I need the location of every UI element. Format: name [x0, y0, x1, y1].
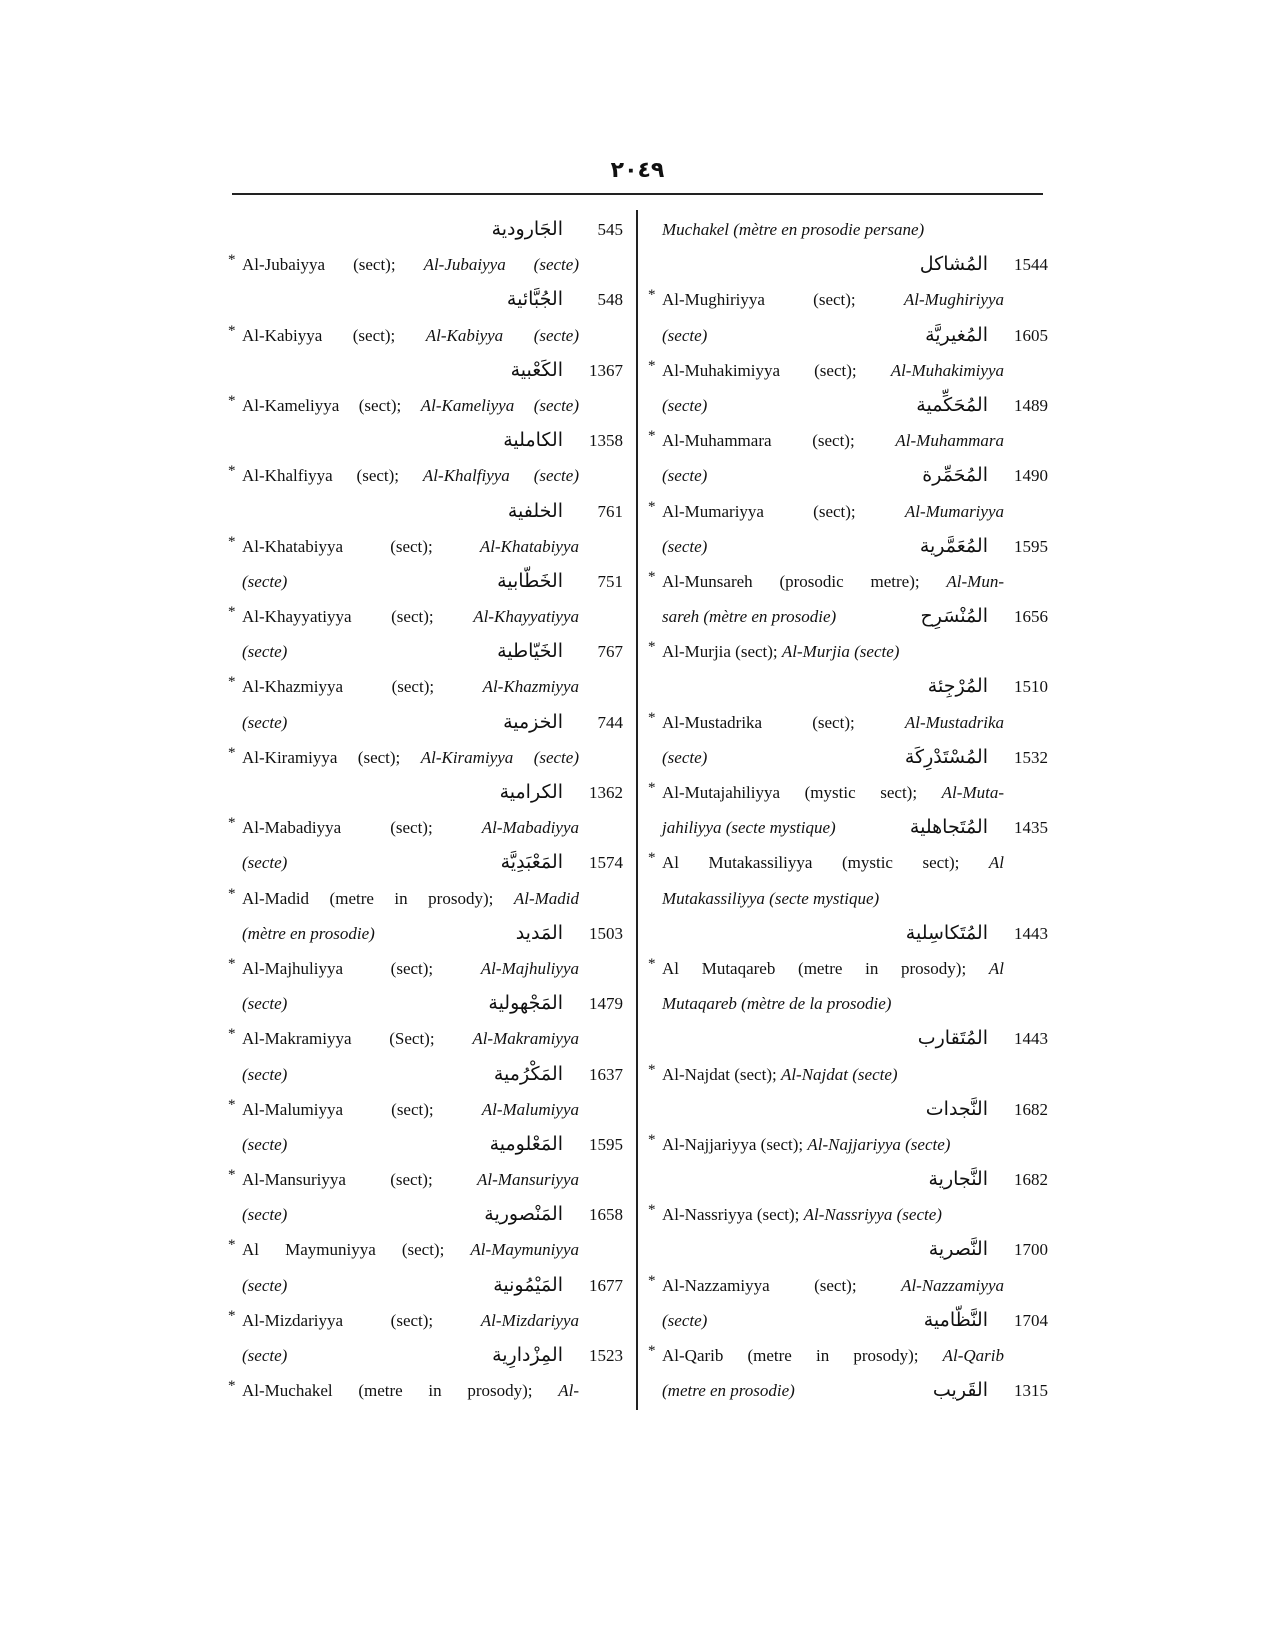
reference-number: 767 [597, 642, 623, 662]
french-note: (secte) [242, 1064, 288, 1084]
entry-text [242, 388, 579, 423]
entry-bullet: * [648, 780, 656, 796]
right-column [648, 212, 1048, 1408]
index-line [228, 634, 623, 669]
english-term: Al-Muhammara (sect); [662, 431, 896, 451]
entry-text [242, 1232, 579, 1267]
index-line [228, 1373, 623, 1408]
index-line [228, 318, 623, 353]
french-note: (mètre en prosodie) [242, 923, 375, 943]
index-line [228, 1232, 623, 1267]
entry-text [662, 951, 1004, 986]
reference-number: 1637 [589, 1064, 623, 1084]
arabic-term: الكَعْبية [510, 358, 563, 381]
arabic-term: المُعَمَّرية [919, 534, 988, 557]
index-line [648, 916, 1048, 951]
entry-text [242, 1373, 579, 1408]
index-line [648, 951, 1048, 986]
index-line [228, 845, 623, 880]
french-term: Al-Khayyatiyya [473, 607, 579, 627]
reference-number: 548 [597, 290, 623, 310]
french-term: Al-Mun- [946, 571, 1004, 591]
arabic-term: الخَيّاطية [497, 640, 563, 663]
entry-bullet: * [228, 1167, 236, 1184]
english-term: Al-Madid (metre in prosody); [242, 888, 514, 908]
arabic-term: القَريب [932, 1379, 988, 1402]
index-line [228, 1162, 623, 1197]
english-term: Al-Mustadrika (sect); [662, 712, 905, 732]
french-term: Al-Mabadiyya [481, 818, 579, 838]
page-number: ٢٠٤٩ [610, 158, 665, 183]
index-line [228, 282, 623, 317]
reference-number: 1682 [1014, 1170, 1048, 1190]
french-term: Al-Makramiyya [472, 1029, 579, 1049]
reference-number: 744 [597, 712, 623, 732]
arabic-term: الجَارودية [491, 218, 563, 240]
arabic-term: المَعْبَدِيَّة [500, 851, 563, 874]
entry-bullet: * [648, 1343, 656, 1359]
french-note: (metre en prosodie) [662, 1381, 795, 1401]
entry-bullet: * [228, 674, 236, 691]
reference-number: 1704 [1014, 1310, 1048, 1330]
arabic-term: المَعْلومية [489, 1132, 563, 1155]
index-line [648, 1162, 1048, 1197]
index-line [648, 705, 1048, 740]
french-term: Al- [558, 1381, 579, 1401]
entry-text [662, 1338, 1004, 1373]
french-term: Al-Kabiyya (secte) [425, 325, 579, 345]
english-term: Al-Mutajahiliyya (mystic sect); [662, 783, 942, 802]
french-note: (secte) [662, 747, 708, 767]
english-term: Al-Khayyatiyya (sect); [242, 607, 474, 627]
arabic-term: المُحَمِّرة [922, 464, 988, 487]
entry-text [242, 458, 579, 493]
entry-bullet: * [648, 568, 656, 585]
index-line [228, 212, 623, 247]
entry-text [662, 282, 1004, 317]
entry-text [242, 1303, 579, 1338]
index-line [228, 1021, 623, 1056]
french-term: Al-Maymuniyya [470, 1240, 579, 1260]
index-line [648, 318, 1048, 353]
entry-text [242, 1021, 579, 1056]
french-term: Al-Najdat (secte) [780, 1064, 898, 1084]
french-note: (secte) [662, 325, 708, 345]
reference-number: 1443 [1014, 923, 1048, 943]
entry-text [242, 951, 579, 986]
french-term: Al-Muhammara [895, 431, 1004, 451]
entry-text [242, 881, 579, 916]
entry-text [662, 845, 1004, 880]
arabic-term: المُنْسَرِح [920, 605, 988, 628]
english-term: Al-Kiramiyya (sect); [242, 747, 421, 767]
entry-text [662, 881, 1004, 916]
english-term: Al-Kameliyya (sect); [242, 395, 421, 415]
index-line [648, 1268, 1048, 1303]
reference-number: 1595 [589, 1134, 623, 1154]
entry-text [662, 353, 1004, 388]
entry-bullet: * [648, 639, 656, 656]
entry-bullet: * [228, 252, 236, 269]
reference-number: 1358 [589, 431, 623, 451]
entry-bullet: * [648, 1061, 656, 1078]
french-term: Al-Madid [513, 888, 579, 908]
reference-number: 1510 [1014, 677, 1048, 697]
french-term: Al-Mumariyya [904, 501, 1004, 521]
arabic-term: المُحَكِّمية [916, 393, 988, 416]
index-line [648, 212, 1048, 247]
entry-bullet: * [228, 885, 236, 902]
french-note: (secte) [242, 1346, 288, 1365]
arabic-term: المُشاكل [919, 253, 988, 276]
reference-number: 1682 [1014, 1099, 1048, 1119]
english-term: Al-Majhuliyya (sect); [242, 958, 481, 978]
arabic-term: الخَطّابية [497, 569, 563, 592]
index-line [228, 1303, 623, 1338]
entry-text [242, 810, 579, 845]
entry-text [662, 423, 1004, 458]
index-line [648, 494, 1048, 529]
english-term: Al-Kabiyya (sect); [242, 325, 426, 345]
reference-number: 1544 [1014, 255, 1048, 275]
french-note: (secte) [242, 853, 288, 873]
french-note: (secte) [242, 994, 288, 1014]
index-line [228, 599, 623, 634]
entry-bullet: * [648, 1272, 656, 1289]
french-term: Muchakel (mètre en prosodie persane) [662, 220, 925, 239]
arabic-term: النَّصرية [928, 1238, 988, 1261]
entry-bullet: * [228, 392, 236, 409]
entry-bullet: * [228, 1096, 236, 1113]
english-term: Al-Muchakel (metre in prosody); [242, 1381, 559, 1401]
entry-bullet: * [228, 322, 236, 339]
french-term: Al-Najjariyya (secte) [807, 1134, 951, 1154]
index-line [648, 810, 1048, 845]
french-term: Al-Nassriyya (secte) [803, 1205, 942, 1225]
reference-number: 751 [597, 571, 623, 591]
french-term: Al-Mughiriyya [903, 290, 1004, 310]
entry-bullet: * [228, 955, 236, 972]
index-line [648, 1197, 1048, 1232]
english-term: Al-Munsareh (prosodic metre); [662, 571, 947, 591]
index-line [228, 1338, 623, 1373]
column-divider [636, 210, 638, 1410]
index-line [648, 986, 1048, 1021]
french-term: Al-Muhakimiyya [890, 360, 1004, 380]
reference-number: 1435 [1014, 818, 1048, 838]
french-term: Al-Muta- [941, 783, 1004, 802]
entry-text [242, 247, 579, 282]
french-term: Al-Khalfiyya (secte) [422, 466, 579, 486]
reference-number: 1605 [1014, 325, 1048, 345]
french-term: Al-Nazzamiyya [901, 1275, 1004, 1295]
index-line [648, 1057, 1048, 1092]
arabic-term: الكاملية [503, 429, 563, 452]
entry-text [242, 1092, 579, 1127]
english-term: Al-Jubaiyya (sect); [242, 255, 424, 275]
index-line [228, 1057, 623, 1092]
reference-number: 1490 [1014, 466, 1048, 486]
entry-bullet: * [648, 357, 656, 374]
arabic-term: النَّظّامية [923, 1308, 988, 1331]
arabic-term: المَجْهولية [488, 992, 563, 1015]
french-note: (secte) [242, 712, 288, 732]
french-term: Al-Kameliyya (secte) [420, 395, 580, 415]
arabic-term: النَّجارية [928, 1168, 988, 1191]
reference-number: 1677 [589, 1275, 623, 1295]
left-column [228, 212, 623, 1408]
index-line [648, 564, 1048, 599]
arabic-term: المَكْرُمية [493, 1062, 563, 1085]
reference-number: 1523 [589, 1346, 623, 1365]
arabic-term: المُغيريَّة [925, 323, 988, 346]
english-term: Al-Khalfiyya (sect); [242, 466, 423, 486]
french-term: Al [988, 853, 1004, 873]
arabic-term: المَديد [515, 921, 563, 944]
index-line [228, 986, 623, 1021]
french-note: (secte) [242, 642, 288, 662]
reference-number: 1700 [1014, 1240, 1048, 1260]
entry-text [662, 1127, 1004, 1162]
entry-text [662, 634, 1004, 669]
reference-number: 1658 [589, 1205, 623, 1225]
entry-bullet: * [648, 428, 656, 445]
reference-number: 545 [597, 220, 623, 239]
entry-bullet: * [228, 604, 236, 621]
english-term: Al Maymuniyya (sect); [242, 1240, 471, 1260]
index-line [228, 423, 623, 458]
index-line [228, 669, 623, 704]
french-note: jahiliyya (secte mystique) [662, 818, 836, 838]
english-term: Al-Khatabiyya (sect); [242, 536, 480, 556]
french-term: Al-Khatabiyya [479, 536, 579, 556]
french-note: (secte) [662, 1310, 708, 1330]
index-line [228, 916, 623, 951]
index-line [228, 458, 623, 493]
english-term: Al-Makramiyya (Sect); [242, 1029, 473, 1049]
index-line [228, 881, 623, 916]
index-line [228, 705, 623, 740]
index-line [648, 1021, 1048, 1056]
arabic-term: المُتَكاسِلية [905, 921, 988, 944]
reference-number: 1574 [589, 853, 623, 873]
index-line [648, 881, 1048, 916]
english-term: Al-Najdat (sect); [662, 1064, 781, 1084]
english-term: Al-Mughiriyya (sect); [662, 290, 904, 310]
reference-number: 1532 [1014, 747, 1048, 767]
reference-number: 1315 [1014, 1381, 1048, 1401]
english-term: Al Mutakassiliyya (mystic sect); [662, 853, 989, 873]
english-term: Al-Khazmiyya (sect); [242, 677, 483, 697]
index-line [648, 1092, 1048, 1127]
index-line [228, 388, 623, 423]
index-line [228, 494, 623, 529]
index-line [648, 775, 1048, 810]
french-note: sareh (mètre en prosodie) [662, 607, 837, 627]
english-term: Al-Nassriyya (sect); [662, 1205, 804, 1225]
arabic-term: المَنْصورية [484, 1203, 563, 1226]
english-term: Al-Malumiyya (sect); [242, 1099, 482, 1119]
index-line [648, 282, 1048, 317]
entry-text [662, 1057, 1004, 1092]
entry-bullet: * [228, 463, 236, 480]
reference-number: 1489 [1014, 395, 1048, 415]
entry-bullet: * [648, 1202, 656, 1219]
english-term: Al Mutaqareb (metre in prosody); [662, 958, 989, 978]
index-line [228, 1268, 623, 1303]
arabic-term: المُتَجاهلية [909, 816, 988, 839]
index-line [648, 599, 1048, 634]
index-line [228, 1127, 623, 1162]
entry-bullet: * [648, 850, 656, 867]
index-line [228, 1092, 623, 1127]
entry-bullet: * [228, 1378, 236, 1395]
index-line [648, 423, 1048, 458]
index-line [648, 458, 1048, 493]
french-term: Al-Murjia (secte) [781, 642, 900, 662]
entry-text [662, 1268, 1004, 1303]
french-term: Al-Kiramiyya (secte) [420, 747, 579, 767]
index-line [228, 775, 623, 810]
index-line [228, 353, 623, 388]
entry-text [242, 529, 579, 564]
reference-number: 1656 [1014, 607, 1048, 627]
english-term: Al-Nazzamiyya (sect); [662, 1275, 902, 1295]
index-line [228, 951, 623, 986]
entry-text [662, 705, 1004, 740]
index-line [648, 353, 1048, 388]
french-term: Al [988, 958, 1004, 978]
english-term: Al-Mansuriyya (sect); [242, 1170, 478, 1190]
arabic-term: الخزمية [503, 710, 563, 733]
entry-text [662, 494, 1004, 529]
arabic-term: الكرامية [499, 781, 563, 803]
index-line [648, 845, 1048, 880]
reference-number: 1503 [589, 923, 623, 943]
entry-text [242, 740, 579, 775]
entry-bullet: * [648, 1131, 656, 1148]
reference-number: 1362 [589, 783, 623, 802]
french-term: Al-Qarib [942, 1346, 1004, 1365]
english-term: Al-Murjia (sect); [662, 642, 782, 662]
index-line [648, 1127, 1048, 1162]
entry-text [662, 986, 1004, 1021]
english-term: Al-Najjariyya (sect); [662, 1134, 808, 1154]
reference-number: 1479 [589, 994, 623, 1014]
french-term: Al-Mustadrika [904, 712, 1004, 732]
entry-text [662, 1197, 1004, 1232]
arabic-term: النَّجدات [925, 1097, 988, 1120]
arabic-term: المُرْجِئة [927, 675, 988, 698]
index-line [228, 247, 623, 282]
index-line [228, 740, 623, 775]
entry-bullet: * [648, 709, 656, 726]
arabic-term: الخلفية [507, 499, 563, 522]
english-term: Al-Mizdariyya (sect); [242, 1310, 481, 1330]
entry-text [242, 599, 579, 634]
entry-bullet: * [648, 498, 656, 515]
entry-bullet: * [648, 287, 656, 304]
entry-bullet: * [228, 1237, 236, 1254]
entry-text [662, 775, 1004, 810]
index-line [228, 564, 623, 599]
index-line [228, 529, 623, 564]
entry-text [242, 669, 579, 704]
header-rule [232, 193, 1043, 195]
entry-bullet: * [228, 533, 236, 550]
french-term: Al-Khazmiyya [482, 677, 579, 697]
reference-number: 1443 [1014, 1029, 1048, 1049]
reference-number: 1367 [589, 360, 623, 380]
reference-number: 1595 [1014, 536, 1048, 556]
french-note: (secte) [242, 571, 288, 591]
french-note: (secte) [662, 466, 708, 486]
french-note: (secte) [662, 395, 708, 415]
arabic-term: المِزْدارِية [492, 1344, 563, 1366]
french-term: Mutaqareb (mètre de la prosodie) [662, 994, 892, 1014]
french-term: Al-Mansuriyya [477, 1170, 579, 1190]
index-line [648, 1338, 1048, 1373]
entry-bullet: * [228, 815, 236, 832]
index-line [648, 1373, 1048, 1408]
index-line [648, 740, 1048, 775]
index-line [228, 1197, 623, 1232]
entry-bullet: * [228, 1307, 236, 1324]
index-line [648, 634, 1048, 669]
english-term: Al-Mabadiyya (sect); [242, 818, 482, 838]
french-term: Al-Malumiyya [481, 1099, 579, 1119]
entry-text [662, 564, 1004, 599]
arabic-term: المُسْتَدْرِكَة [904, 745, 988, 768]
french-note: (secte) [662, 536, 708, 556]
french-note: (secte) [242, 1205, 288, 1225]
entry-text [242, 1162, 579, 1197]
entry-bullet: * [228, 1026, 236, 1043]
index-line [648, 669, 1048, 704]
reference-number: 761 [597, 501, 623, 521]
english-term: Al-Qarib (metre in prosody); [662, 1346, 943, 1365]
arabic-term: المُتَقارب [917, 1027, 988, 1050]
index-line [648, 388, 1048, 423]
entry-text [242, 318, 579, 353]
french-term: Al-Jubaiyya (secte) [423, 255, 579, 275]
index-line [648, 529, 1048, 564]
french-term: Mutakassiliyya (secte mystique) [662, 888, 880, 908]
entry-bullet: * [648, 955, 656, 972]
arabic-term: المَيْمُونية [493, 1273, 563, 1296]
french-note: (secte) [242, 1275, 288, 1295]
french-term: Al-Mizdariyya [480, 1310, 579, 1330]
arabic-term: الجُبَّائية [506, 288, 563, 311]
index-line [648, 1303, 1048, 1338]
entry-text [662, 212, 1004, 247]
english-term: Al-Mumariyya (sect); [662, 501, 905, 521]
index-line [228, 810, 623, 845]
english-term: Al-Muhakimiyya (sect); [662, 360, 891, 380]
french-term: Al-Majhuliyya [480, 958, 579, 978]
index-line [648, 1232, 1048, 1267]
index-line [648, 247, 1048, 282]
french-note: (secte) [242, 1134, 288, 1154]
entry-bullet: * [228, 744, 236, 761]
